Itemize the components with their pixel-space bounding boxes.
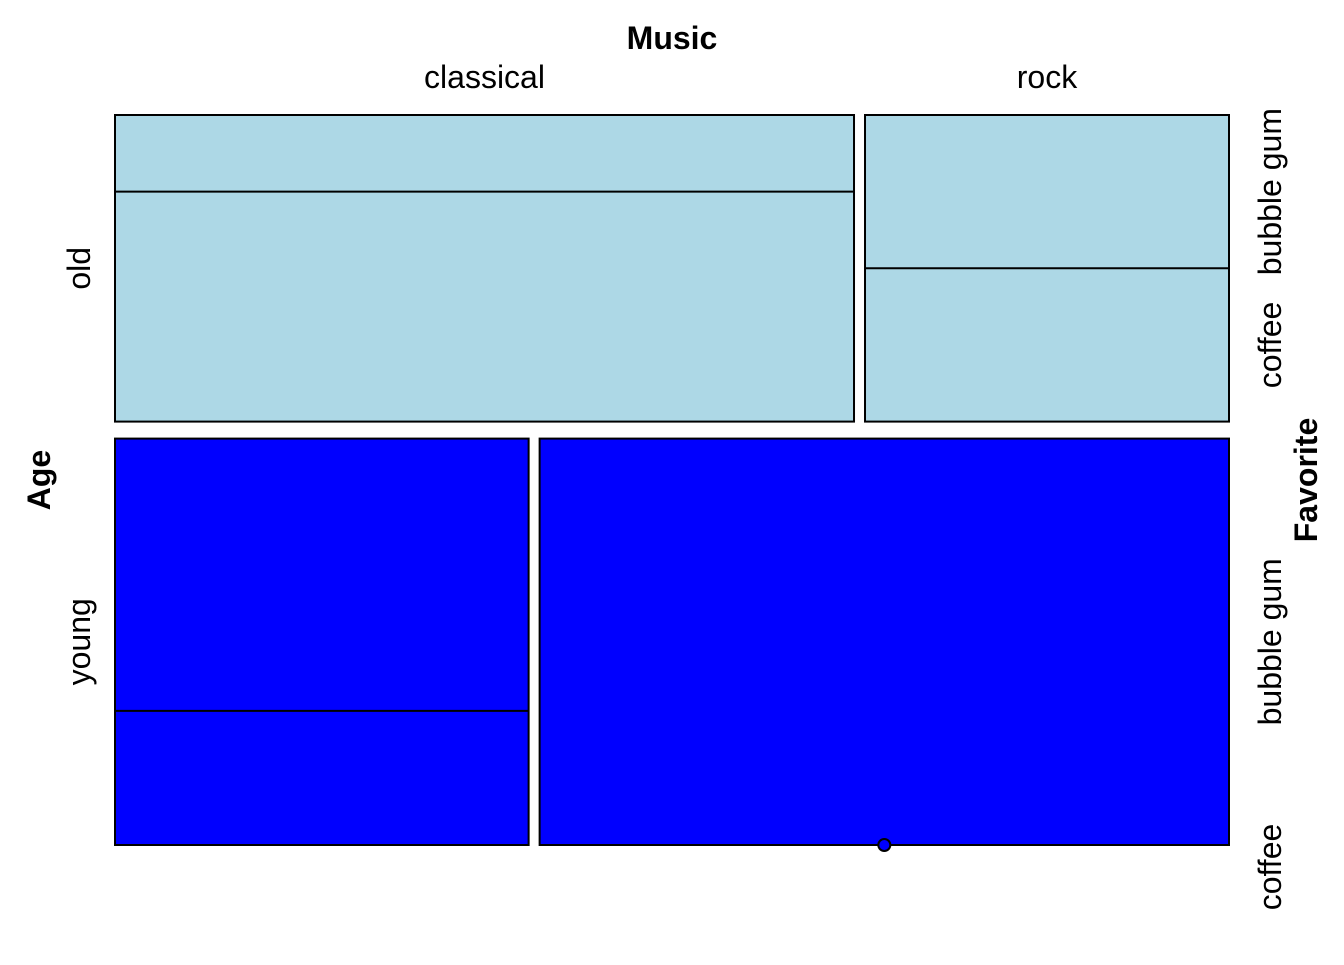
mosaic-cell-old-classical: [115, 115, 854, 422]
mosaic-cell-young-classical: [115, 439, 529, 845]
music-level-label-classical: classical: [424, 59, 545, 95]
row-variable-title: Age: [21, 449, 57, 511]
mosaic-cell-young-rock: [540, 439, 1229, 845]
age-level-label-old: old: [61, 246, 97, 290]
favorite-level-label-young-coffee: coffee: [1252, 823, 1288, 911]
column-variable-title: Music: [626, 20, 718, 56]
empty-coffee-marker-young-rock: [878, 839, 890, 851]
music-level-label-rock: rock: [1016, 59, 1078, 95]
fill-variable-title: Favorite: [1288, 417, 1324, 543]
age-level-label-young: young: [61, 598, 97, 686]
cells-layer: [115, 115, 1229, 851]
favorite-level-label-young-bubble-gum: bubble gum: [1252, 558, 1288, 726]
favorite-level-label-old-bubble-gum: bubble gum: [1252, 108, 1288, 276]
favorite-level-label-old-coffee: coffee: [1252, 301, 1288, 389]
